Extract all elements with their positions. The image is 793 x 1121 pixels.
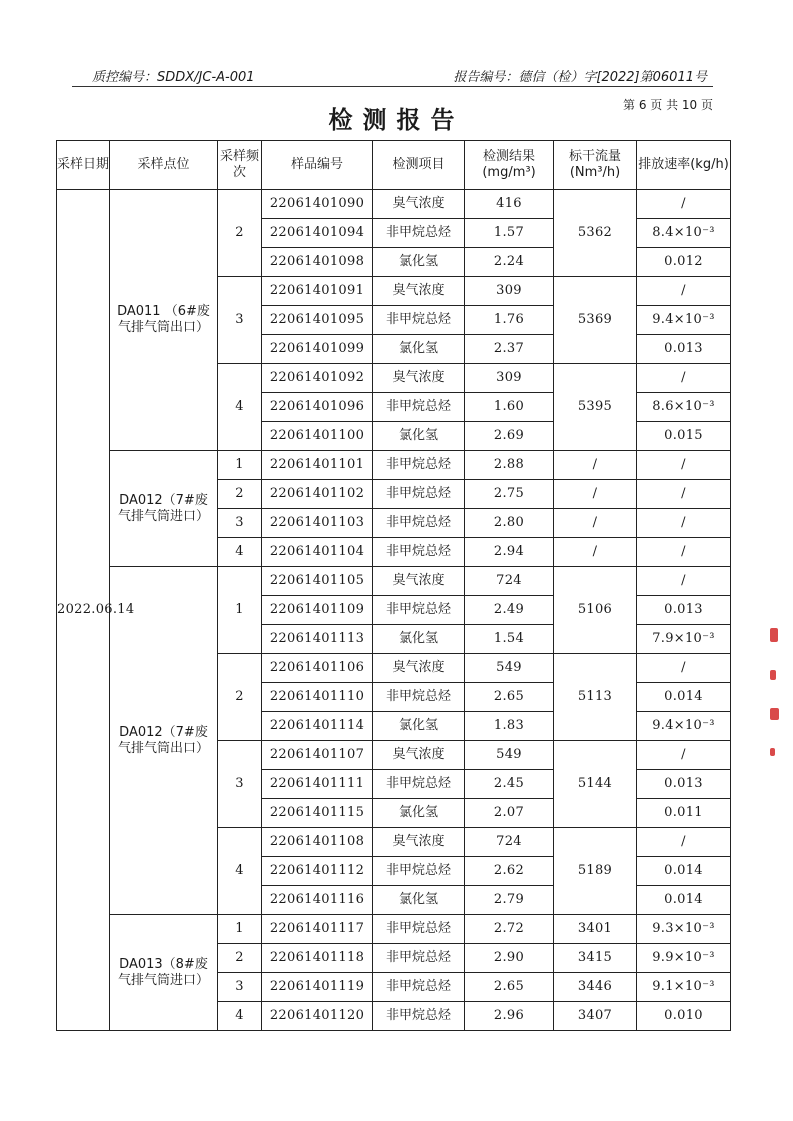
test-result: 2.90 — [465, 944, 554, 973]
sample-id: 22061401090 — [262, 190, 373, 219]
test-item: 臭气浓度 — [373, 277, 465, 306]
sample-frequency: 2 — [218, 944, 262, 973]
emission-rate: 0.014 — [637, 857, 731, 886]
test-result: 1.60 — [465, 393, 554, 422]
test-item: 非甲烷总烃 — [373, 306, 465, 335]
std-dry-flow: 5113 — [554, 654, 637, 741]
sample-id: 22061401092 — [262, 364, 373, 393]
std-dry-flow: 3401 — [554, 915, 637, 944]
emission-rate: 9.4×10⁻³ — [637, 712, 731, 741]
test-item: 氯化氢 — [373, 712, 465, 741]
emission-rate: / — [637, 567, 731, 596]
col-header-result: 检测结果(mg/m³) — [465, 141, 554, 190]
sample-id: 22061401105 — [262, 567, 373, 596]
sample-frequency: 2 — [218, 654, 262, 741]
test-result: 2.37 — [465, 335, 554, 364]
test-item: 氯化氢 — [373, 422, 465, 451]
test-result: 2.65 — [465, 973, 554, 1002]
sample-frequency: 1 — [218, 451, 262, 480]
sample-location: DA011 （6#废气排气筒出口） — [110, 190, 218, 451]
std-dry-flow: / — [554, 480, 637, 509]
test-result: 2.75 — [465, 480, 554, 509]
sample-id: 22061401110 — [262, 683, 373, 712]
emission-rate: / — [637, 538, 731, 567]
emission-rate: / — [637, 480, 731, 509]
test-item: 氯化氢 — [373, 335, 465, 364]
emission-rate: / — [637, 741, 731, 770]
emission-rate: 0.013 — [637, 596, 731, 625]
std-dry-flow: 3407 — [554, 1002, 637, 1031]
emission-rate: 0.010 — [637, 1002, 731, 1031]
test-result: 2.07 — [465, 799, 554, 828]
sample-id: 22061401094 — [262, 219, 373, 248]
sample-id: 22061401118 — [262, 944, 373, 973]
std-dry-flow: 5144 — [554, 741, 637, 828]
test-item: 氯化氢 — [373, 886, 465, 915]
sample-id: 22061401117 — [262, 915, 373, 944]
std-dry-flow: 5106 — [554, 567, 637, 654]
sample-id: 22061401098 — [262, 248, 373, 277]
test-result: 2.96 — [465, 1002, 554, 1031]
sample-frequency: 3 — [218, 973, 262, 1002]
sample-frequency: 1 — [218, 567, 262, 654]
sample-id: 22061401102 — [262, 480, 373, 509]
test-item: 臭气浓度 — [373, 828, 465, 857]
emission-rate: / — [637, 277, 731, 306]
sample-id: 22061401091 — [262, 277, 373, 306]
sample-frequency: 4 — [218, 1002, 262, 1031]
test-result: 2.79 — [465, 886, 554, 915]
sample-location: DA013（8#废气排气筒进口） — [110, 915, 218, 1031]
test-result: 2.72 — [465, 915, 554, 944]
test-item: 非甲烷总烃 — [373, 1002, 465, 1031]
test-item: 非甲烷总烃 — [373, 857, 465, 886]
test-result: 309 — [465, 364, 554, 393]
sample-id: 22061401111 — [262, 770, 373, 799]
sample-frequency: 2 — [218, 480, 262, 509]
test-item: 臭气浓度 — [373, 741, 465, 770]
table-row — [57, 190, 731, 219]
std-dry-flow: / — [554, 509, 637, 538]
table-row — [57, 567, 731, 596]
test-result: 2.80 — [465, 509, 554, 538]
sample-id: 22061401114 — [262, 712, 373, 741]
test-item: 非甲烷总烃 — [373, 509, 465, 538]
test-result: 309 — [465, 277, 554, 306]
test-item: 非甲烷总烃 — [373, 770, 465, 799]
sample-frequency: 3 — [218, 277, 262, 364]
table-body — [57, 190, 731, 1031]
sample-id: 22061401109 — [262, 596, 373, 625]
test-item: 氯化氢 — [373, 248, 465, 277]
emission-rate: 0.013 — [637, 770, 731, 799]
test-item: 非甲烷总烃 — [373, 451, 465, 480]
std-dry-flow: 5369 — [554, 277, 637, 364]
col-header-flow: 标干流量(Nm³/h) — [554, 141, 637, 190]
std-dry-flow: 5362 — [554, 190, 637, 277]
sample-id: 22061401115 — [262, 799, 373, 828]
sample-id: 22061401112 — [262, 857, 373, 886]
col-header-location: 采样点位 — [110, 141, 218, 190]
col-header-freq: 采样频次 — [218, 141, 262, 190]
emission-rate: / — [637, 451, 731, 480]
test-result: 2.69 — [465, 422, 554, 451]
test-item: 非甲烷总烃 — [373, 538, 465, 567]
header-divider — [72, 86, 713, 87]
test-result: 1.54 — [465, 625, 554, 654]
sample-id: 22061401113 — [262, 625, 373, 654]
emission-rate: 9.9×10⁻³ — [637, 944, 731, 973]
test-result: 1.76 — [465, 306, 554, 335]
emission-rate: 9.1×10⁻³ — [637, 973, 731, 1002]
test-item: 臭气浓度 — [373, 654, 465, 683]
test-result: 724 — [465, 828, 554, 857]
test-result: 2.45 — [465, 770, 554, 799]
emission-rate: 0.014 — [637, 886, 731, 915]
seam-stamp-mark — [770, 628, 784, 778]
test-item: 臭气浓度 — [373, 364, 465, 393]
sample-id: 22061401103 — [262, 509, 373, 538]
sample-frequency: 3 — [218, 509, 262, 538]
std-dry-flow: 5395 — [554, 364, 637, 451]
qc-number: 质控编号：SDDX/JC-A-001 — [92, 70, 255, 85]
sample-id: 22061401100 — [262, 422, 373, 451]
test-item: 非甲烷总烃 — [373, 915, 465, 944]
emission-rate: 0.012 — [637, 248, 731, 277]
test-item: 臭气浓度 — [373, 567, 465, 596]
test-result: 1.57 — [465, 219, 554, 248]
table-row — [57, 915, 731, 944]
test-result: 2.49 — [465, 596, 554, 625]
test-result: 724 — [465, 567, 554, 596]
emission-rate: / — [637, 654, 731, 683]
table-header-row — [57, 141, 731, 190]
test-result: 2.88 — [465, 451, 554, 480]
emission-rate: 0.013 — [637, 335, 731, 364]
test-result: 2.94 — [465, 538, 554, 567]
sample-frequency: 3 — [218, 741, 262, 828]
sample-id: 22061401119 — [262, 973, 373, 1002]
test-item: 氯化氢 — [373, 799, 465, 828]
test-item: 氯化氢 — [373, 625, 465, 654]
emission-rate: 8.4×10⁻³ — [637, 219, 731, 248]
test-result: 2.24 — [465, 248, 554, 277]
sample-date: 2022.06.14 — [57, 190, 110, 1031]
sample-frequency: 4 — [218, 828, 262, 915]
col-header-sample-id: 样品编号 — [262, 141, 373, 190]
test-item: 非甲烷总烃 — [373, 944, 465, 973]
sample-id: 22061401120 — [262, 1002, 373, 1031]
emission-rate: 9.4×10⁻³ — [637, 306, 731, 335]
test-item: 非甲烷总烃 — [373, 480, 465, 509]
sample-id: 22061401107 — [262, 741, 373, 770]
sample-id: 22061401096 — [262, 393, 373, 422]
col-header-date: 采样日期 — [57, 141, 110, 190]
sample-frequency: 4 — [218, 364, 262, 451]
sample-id: 22061401104 — [262, 538, 373, 567]
emission-rate: / — [637, 364, 731, 393]
emission-rate: 0.014 — [637, 683, 731, 712]
sample-id: 22061401106 — [262, 654, 373, 683]
test-item: 非甲烷总烃 — [373, 393, 465, 422]
sample-id: 22061401116 — [262, 886, 373, 915]
sample-location: DA012（7#废气排气筒进口） — [110, 451, 218, 567]
emission-rate: / — [637, 190, 731, 219]
table-row — [57, 451, 731, 480]
std-dry-flow: / — [554, 451, 637, 480]
test-item: 臭气浓度 — [373, 190, 465, 219]
sample-frequency: 4 — [218, 538, 262, 567]
emission-rate: 7.9×10⁻³ — [637, 625, 731, 654]
emission-rate: 9.3×10⁻³ — [637, 915, 731, 944]
std-dry-flow: 3446 — [554, 973, 637, 1002]
test-item: 非甲烷总烃 — [373, 219, 465, 248]
page-title: 检测报告 — [328, 106, 465, 134]
test-result: 1.83 — [465, 712, 554, 741]
sample-frequency: 2 — [218, 190, 262, 277]
test-result: 416 — [465, 190, 554, 219]
sample-id: 22061401101 — [262, 451, 373, 480]
test-item: 非甲烷总烃 — [373, 596, 465, 625]
sample-id: 22061401095 — [262, 306, 373, 335]
emission-rate: 8.6×10⁻³ — [637, 393, 731, 422]
sample-location: DA012（7#废气排气筒出口） — [110, 567, 218, 915]
test-item: 非甲烷总烃 — [373, 973, 465, 1002]
emission-rate: / — [637, 828, 731, 857]
test-result: 549 — [465, 654, 554, 683]
page-number: 第 6 页 共 10 页 — [623, 98, 713, 112]
emission-rate: 0.015 — [637, 422, 731, 451]
emission-rate: / — [637, 509, 731, 538]
sample-id: 22061401099 — [262, 335, 373, 364]
results-table — [56, 140, 731, 1031]
col-header-rate: 排放速率(kg/h) — [637, 141, 731, 190]
std-dry-flow: 5189 — [554, 828, 637, 915]
col-header-item: 检测项目 — [373, 141, 465, 190]
sample-id: 22061401108 — [262, 828, 373, 857]
std-dry-flow: 3415 — [554, 944, 637, 973]
test-result: 549 — [465, 741, 554, 770]
test-result: 2.65 — [465, 683, 554, 712]
std-dry-flow: / — [554, 538, 637, 567]
emission-rate: 0.011 — [637, 799, 731, 828]
report-number: 报告编号：德信（检）字[2022]第06011号 — [453, 70, 707, 85]
test-result: 2.62 — [465, 857, 554, 886]
test-item: 非甲烷总烃 — [373, 683, 465, 712]
sample-frequency: 1 — [218, 915, 262, 944]
